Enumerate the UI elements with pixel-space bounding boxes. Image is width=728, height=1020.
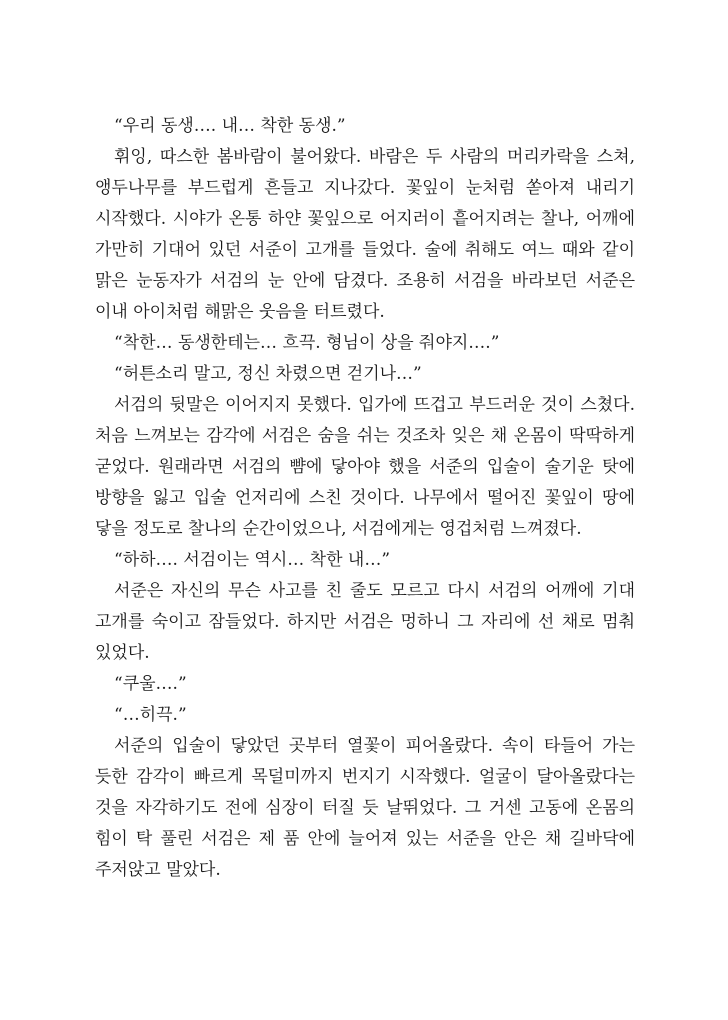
story-text bbox=[95, 111, 635, 886]
dialogue-line: “…히끅.” bbox=[114, 705, 187, 725]
narration-paragraph: 서준의 입술이 닿았던 곳부터 열꽃이 피어올랐다. 속이 타들어 가는 듯한 감각이 빠르게 목덜미까지 번지기 시작했다. 얼굴이 달아올랐다는 것을 자각하기도 전에 심장이 터질 듯 날뛰었다. 그 거센 고동에 온몸의 힘이 탁 풀린 서검은 제 품 안에 늘어져 있는 서준을 안은 채 길바닥에 주저앉고 말았다. bbox=[95, 736, 635, 880]
dialogue-line: “쿠울….” bbox=[114, 674, 187, 694]
dialogue-line: “착한… 동생한테는… 흐끅. 형님이 상을 줘야지….” bbox=[114, 333, 500, 353]
dialogue-line: “우리 동생…. 내… 착한 동생.” bbox=[114, 116, 346, 136]
dialogue-line: “허튼소리 말고, 정신 차렸으면 걷기나…” bbox=[114, 364, 422, 384]
narration-paragraph: 서준은 자신의 무슨 사고를 친 줄도 모르고 다시 서검의 어깨에 기대 고개를 숙이고 잠들었다. 하지만 서검은 멍하니 그 자리에 선 채로 멈춰 있었다. bbox=[95, 581, 635, 663]
dialogue-line: “하하…. 서검이는 역시… 착한 내…” bbox=[114, 550, 391, 570]
narration-paragraph: 휘잉, 따스한 봄바람이 불어왔다. 바람은 두 사람의 머리카락을 스쳐, 앵두나무를 부드럽게 흔들고 지나갔다. 꽃잎이 눈처럼 쏟아져 내리기 시작했다. 시야가 온통 하얀 꽃잎으로 어지러이 흩어지려는 찰나, 어깨에 가만히 기대어 있던 서준이 고개를 들었다. 술에 취해도 여느 때와 같이 맑은 눈동자가 서검의 눈 안에 담겼다. 조용히 서검을 바라보던 서준은 이내 아이처럼 해맑은 웃음을 터트렸다. bbox=[95, 147, 635, 322]
narration-paragraph: 서검의 뒷말은 이어지지 못했다. 입가에 뜨겁고 부드러운 것이 스쳤다. 처음 느껴보는 감각에 서검은 숨을 쉬는 것조차 잊은 채 온몸이 딱딱하게 굳었다. 원래라면 서검의 뺨에 닿아야 했을 서준의 입술이 술기운 탓에 방향을 잃고 입술 언저리에 스친 것이다. 나무에서 떨어진 꽃잎이 땅에 닿을 정도로 찰나의 순간이었으나, 서검에게는 영겁처럼 느껴졌다. bbox=[95, 395, 635, 539]
